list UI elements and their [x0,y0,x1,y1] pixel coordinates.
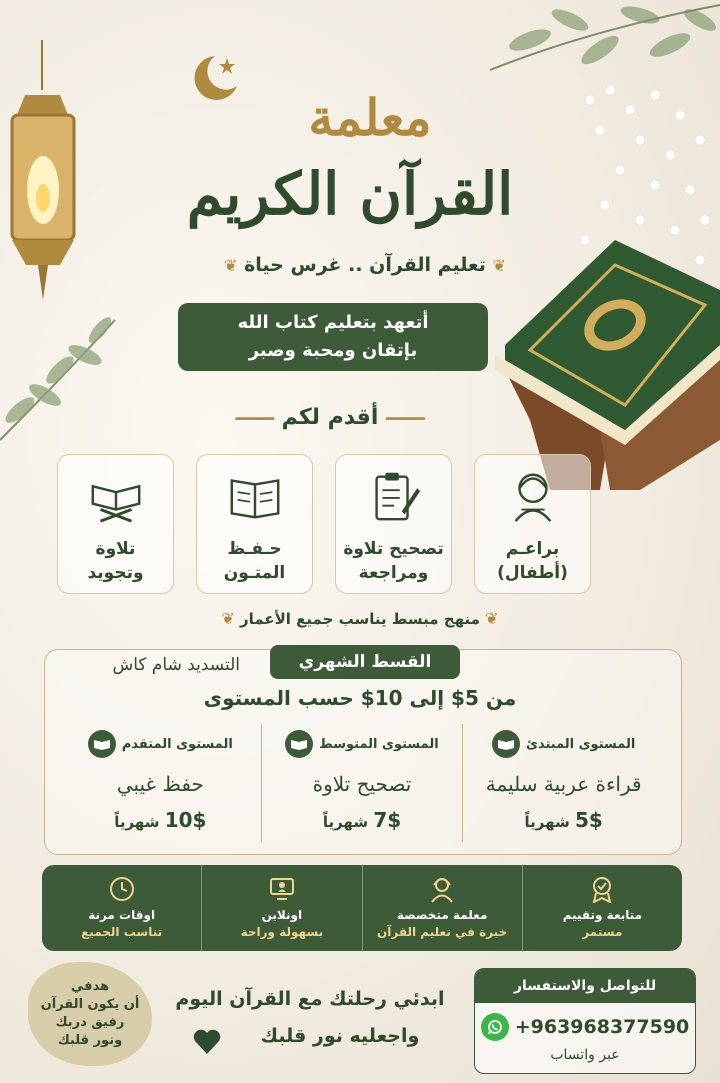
goal-badge: هدفي أن يكون القرآن رفيق دربك ونور قلبك [28,962,152,1066]
price-range: من 5$ إلى 10$ حسب المستوى [203,686,517,710]
phone-number: +963968377590 [514,1016,690,1038]
quran-book-icon [490,240,720,490]
feature-line1: اوقات مرنة [88,908,156,922]
tagline [200,254,530,276]
feature-teacher [363,865,523,951]
feature-line2: بسهولة وراحة [240,925,324,939]
phone-link[interactable] [475,1013,695,1041]
price-amount: 10$ [164,808,207,832]
page-title-line2: القرآن الكريم [186,160,514,228]
badge-icon [588,875,616,903]
feature-line2: مستمر [582,925,623,939]
quran-stand-icon [87,467,145,525]
flourish-right-icon: ❦ [485,609,499,628]
banner-line2: بإتقان ومحبة وصبر [248,340,418,361]
feature-evaluation [523,865,682,951]
child-icon [504,467,562,525]
level-name: المستوى المتقدم [121,736,233,752]
features-bar [42,865,682,951]
level-desc: قراءة عربية سليمة [485,772,642,796]
level-beginner [463,724,664,842]
level-price [323,808,401,832]
service-card-correction [335,454,452,594]
flourish-right-icon: ❦ [492,256,506,275]
feature-online [202,865,362,951]
level-price [525,808,603,832]
feature-line1: معلمة متخصصة [396,908,488,922]
price-period: شهرياً [322,813,369,831]
page-title-line1: معلمة [308,88,432,147]
level-name: المستوى المتوسط [319,736,439,752]
contact-box [474,968,696,1074]
curriculum-note [170,609,550,628]
journey-line1: ابدئي رحلتك مع القرآن اليوم [175,988,445,1010]
flourish-left-icon: ❦ [224,256,238,275]
tagline-text: تعليم القرآن .. غرس حياة [244,254,486,276]
service-card-recitation [57,454,174,594]
levels-list [60,724,664,842]
service-label: تلاوة وتجويد [87,539,144,583]
clipboard-icon [365,467,423,525]
feature-line2: خبرة في تعليم القرآن [377,925,508,939]
level-advanced [60,724,262,842]
offer-heading [160,405,500,430]
quran-icon [285,730,313,758]
leaves-left-decoration [0,300,120,450]
price-period: شهرياً [114,813,160,831]
contact-via: عبر واتساب [550,1047,620,1063]
teacher-icon [428,875,456,903]
price-amount: 7$ [373,808,402,832]
lantern-icon [0,40,90,310]
payment-note: التسديد شام كاش [112,655,240,675]
feature-flexible-times [42,865,202,951]
level-desc: تصحيح تلاوة [312,772,412,796]
open-book-icon [226,467,284,525]
contact-heading: للتواصل والاستفسار [475,969,695,1003]
clock-icon [108,875,136,903]
service-card-memorization [196,454,313,594]
heart-icon [192,1028,222,1056]
quran-icon [492,730,520,758]
online-icon [268,875,296,903]
level-intermediate [262,724,464,842]
service-label: تصحيح تلاوة ومراجعة [343,539,444,583]
journey-line2: واجعليه نور قلبك [260,1025,420,1047]
price-amount: 5$ [574,808,603,832]
promise-banner [178,303,488,371]
service-label: حـفـظ المتـون [223,539,286,583]
feature-line2: تناسب الجميع [81,925,163,939]
pricing-tab: القسط الشهري [270,645,460,679]
banner-line1: أتعهد بتعليم كتاب الله [237,312,429,333]
level-price [114,808,206,832]
level-desc: حفظ غيبي [116,772,204,796]
quran-icon [88,730,116,758]
feature-line1: متابعة وتقييم [562,908,643,922]
price-period: شهرياً [524,813,570,831]
offer-heading-text: أقدم لكم [281,405,379,430]
service-label: براعـم (أطفال) [497,539,568,583]
flourish-left-icon: ❦ [221,609,235,628]
level-name: المستوى المبتدئ [526,736,636,752]
divider-icon: ━━━━ [235,409,274,428]
curriculum-text: منهج مبسط يناسب جميع الأعمار [240,610,480,628]
divider-icon: ━━━━ [386,409,425,428]
feature-line1: اونلاين [261,908,303,922]
services-list [48,454,591,594]
whatsapp-icon [481,1013,509,1041]
service-card-kids [474,454,591,594]
